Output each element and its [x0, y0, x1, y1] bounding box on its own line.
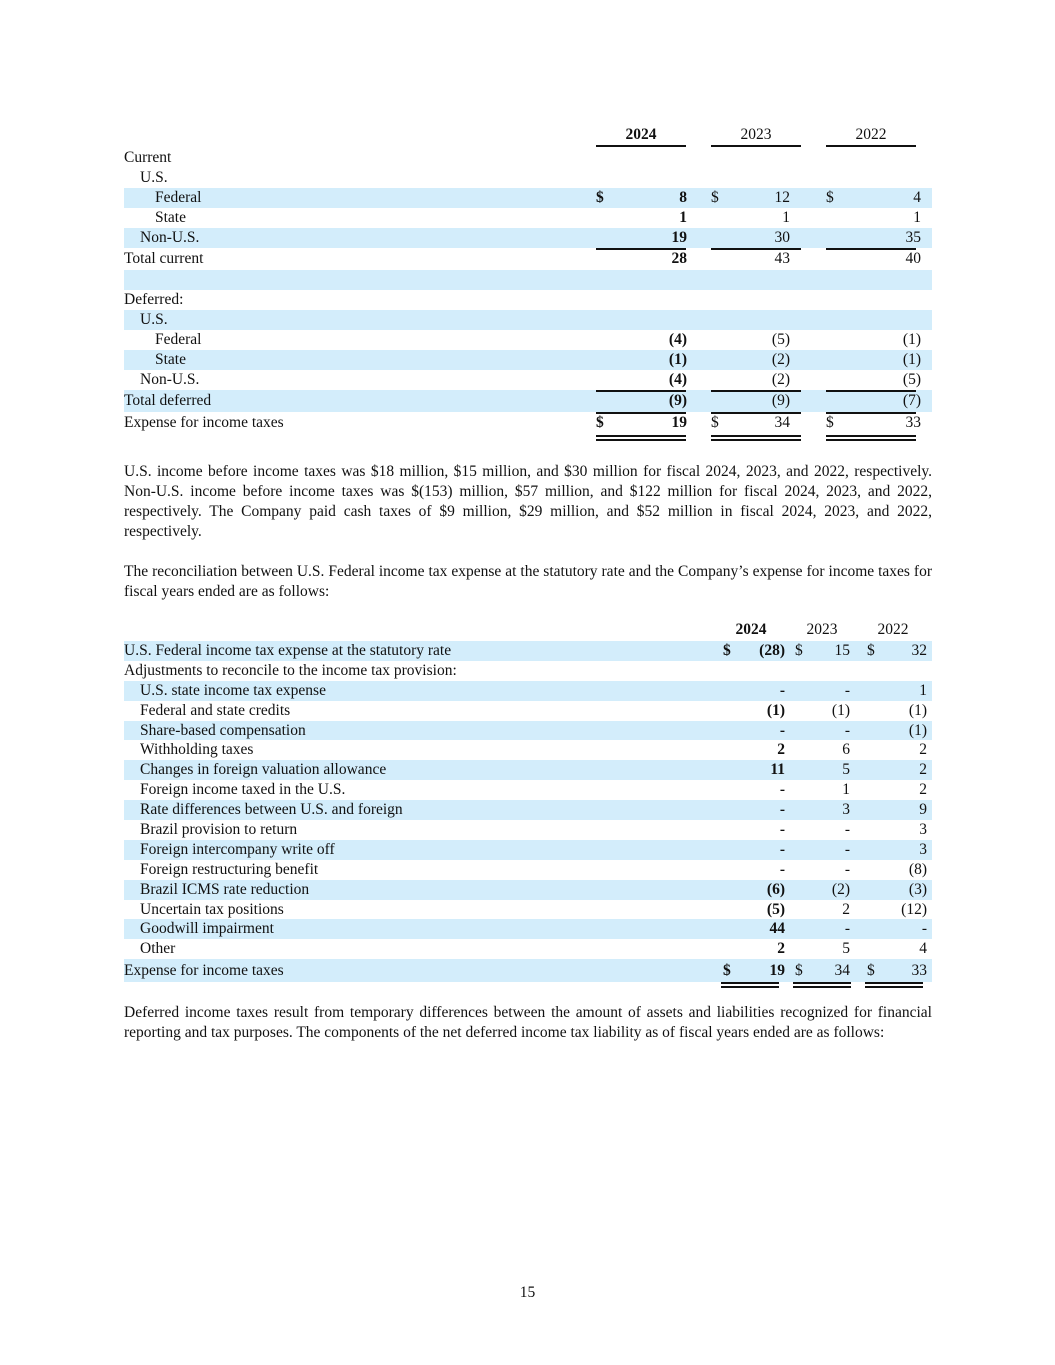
- row-label: Changes in foreign valuation allowance: [140, 761, 387, 779]
- table-row: [124, 681, 932, 701]
- row-label: Brazil ICMS rate reduction: [140, 880, 310, 898]
- deferred-taxes-paragraph: Deferred income taxes result from temporary differences between the amount of assets and liabilities recognized for financial reporting and tax purposes. The components of the net deferred income tax liability as of fiscal years ended are as follows:: [124, 1004, 932, 1041]
- row-label: Expense for income taxes: [124, 962, 284, 980]
- cell-value: -: [921, 920, 927, 938]
- cell-value: 12: [774, 189, 790, 206]
- double-underline: [711, 435, 801, 437]
- currency-symbol: $: [723, 642, 731, 659]
- cell-value: -: [779, 681, 785, 699]
- cell-value: 2: [919, 761, 927, 779]
- double-underline: [865, 982, 923, 984]
- row-label: Non-U.S.: [140, 371, 200, 388]
- row-label: State: [155, 209, 186, 226]
- cell-value: 34: [774, 414, 790, 431]
- currency-symbol: $: [795, 962, 803, 980]
- rule-line: [596, 248, 686, 250]
- currency-symbol: $: [795, 642, 803, 659]
- cell-value: 1: [919, 681, 927, 699]
- cell-value: 2: [842, 900, 850, 918]
- cell-value: (1): [908, 701, 927, 719]
- cell-value: 33: [905, 414, 921, 431]
- cell-value: (2): [831, 880, 850, 898]
- rule-line: [826, 412, 916, 414]
- current-deferred-tax-table: [124, 124, 932, 434]
- column-header-2024: 2024: [625, 126, 657, 143]
- cell-value: 2: [777, 741, 785, 759]
- cell-value: (8): [908, 860, 927, 878]
- row-label: U.S.: [140, 169, 168, 186]
- double-underline: [596, 439, 686, 441]
- cell-value: (1): [902, 351, 921, 368]
- table-row: [124, 270, 932, 290]
- table-row: [124, 760, 932, 780]
- cell-value: 2: [777, 940, 785, 958]
- cell-value: (4): [668, 331, 687, 348]
- row-label: Goodwill impairment: [140, 920, 274, 938]
- cell-value: (1): [766, 701, 785, 719]
- cell-value: 8: [679, 189, 687, 206]
- table-row: [124, 661, 932, 681]
- cell-value: 1: [842, 781, 850, 799]
- cell-value: 2: [919, 741, 927, 759]
- table-row: [124, 228, 932, 248]
- cell-value: -: [844, 920, 850, 938]
- cell-value: (1): [831, 701, 850, 719]
- reconciliation-intro-paragraph: The reconciliation between U.S. Federal income tax expense at the statutory rate and the Company’s expense for income taxes for fiscal years ended are as follows:: [124, 563, 932, 600]
- cell-value: (5): [771, 331, 790, 348]
- table-body: [124, 641, 932, 982]
- row-label: Uncertain tax positions: [140, 900, 284, 918]
- cell-value: 4: [919, 940, 927, 958]
- table-row: [124, 412, 932, 434]
- currency-symbol: $: [867, 962, 875, 980]
- cell-value: (12): [901, 900, 927, 918]
- cell-value: -: [844, 721, 850, 739]
- cell-value: -: [779, 821, 785, 839]
- cell-value: (5): [902, 371, 921, 388]
- row-label: Foreign income taxed in the U.S.: [140, 781, 346, 799]
- row-label: Adjustments to reconcile to the income tax provision:: [124, 661, 457, 679]
- table-row: [124, 370, 932, 390]
- currency-symbol: $: [867, 642, 875, 659]
- double-underline: [826, 439, 916, 441]
- rule-line: [596, 390, 686, 392]
- table-row: [124, 248, 932, 270]
- cell-value: 28: [671, 250, 687, 267]
- double-underline: [596, 435, 686, 437]
- table-row: [124, 350, 932, 370]
- row-label: U.S. state income tax expense: [140, 681, 326, 699]
- cell-value: (9): [771, 392, 790, 409]
- cell-value: 1: [913, 209, 921, 226]
- row-label: Current: [124, 149, 172, 166]
- row-label: Federal: [155, 331, 202, 348]
- row-label: Expense for income taxes: [124, 414, 284, 431]
- double-underline: [711, 439, 801, 441]
- row-label: Total deferred: [124, 392, 212, 409]
- table-row: [124, 860, 932, 880]
- table-row: [124, 168, 932, 188]
- double-underline: [721, 986, 779, 988]
- row-label: Share-based compensation: [140, 721, 306, 739]
- rule-line: [826, 390, 916, 392]
- column-header-underline: [826, 145, 916, 147]
- table-body: [124, 148, 932, 434]
- cell-value: -: [779, 721, 785, 739]
- table-row: [124, 840, 932, 860]
- table-row: [124, 959, 932, 982]
- cell-value: 40: [905, 250, 921, 267]
- cell-value: -: [844, 860, 850, 878]
- rule-line: [711, 412, 801, 414]
- cell-value: -: [844, 840, 850, 858]
- rule-line: [711, 390, 801, 392]
- column-header-2022: 2022: [877, 621, 909, 638]
- table-row: [124, 721, 932, 741]
- table-row: [124, 939, 932, 959]
- cell-value: (6): [766, 880, 785, 898]
- table-row: [124, 188, 932, 208]
- cell-value: 15: [834, 642, 850, 659]
- cell-value: 1: [679, 209, 687, 226]
- table-row: [124, 310, 932, 330]
- cell-value: -: [844, 681, 850, 699]
- row-label: U.S.: [140, 311, 168, 328]
- table-row: [124, 880, 932, 900]
- double-underline: [721, 982, 779, 984]
- currency-symbol: $: [596, 189, 604, 206]
- row-label: Foreign restructuring benefit: [140, 860, 319, 878]
- row-label: Federal: [155, 189, 202, 206]
- cell-value: 30: [774, 229, 790, 246]
- table-row: [124, 330, 932, 350]
- table-row: [124, 641, 932, 661]
- cell-value: -: [779, 781, 785, 799]
- column-header-2023: 2023: [806, 621, 838, 638]
- cell-value: 19: [671, 229, 687, 246]
- cell-value: 2: [919, 781, 927, 799]
- cell-value: 11: [770, 761, 785, 779]
- cell-value: 4: [913, 189, 921, 206]
- currency-symbol: $: [826, 414, 834, 431]
- cell-value: 3: [919, 840, 927, 858]
- table-row: [124, 701, 932, 721]
- currency-symbol: $: [826, 189, 834, 206]
- row-label: Non-U.S.: [140, 229, 200, 246]
- cell-value: (3): [908, 880, 927, 898]
- row-label: Brazil provision to return: [140, 821, 298, 839]
- cell-value: 3: [842, 801, 850, 819]
- table-row: [124, 820, 932, 840]
- cell-value: (1): [908, 721, 927, 739]
- table-header: [124, 620, 932, 641]
- cell-value: 5: [842, 940, 850, 958]
- cell-value: 34: [834, 962, 850, 980]
- rule-line: [711, 248, 801, 250]
- row-label: Other: [140, 940, 176, 958]
- tax-reconciliation-table: [124, 620, 932, 982]
- cell-value: (7): [902, 392, 921, 409]
- cell-value: 9: [919, 801, 927, 819]
- double-underline: [793, 982, 851, 984]
- cell-value: 44: [769, 920, 785, 938]
- cell-value: 6: [842, 741, 850, 759]
- column-header-2023: 2023: [740, 126, 772, 143]
- table-row: [124, 390, 932, 412]
- row-label: Deferred:: [124, 291, 184, 308]
- table-header: [124, 124, 932, 148]
- rule-line: [826, 248, 916, 250]
- table-row: [124, 900, 932, 920]
- cell-value: -: [779, 840, 785, 858]
- column-header-2022: 2022: [855, 126, 887, 143]
- table-row: [124, 780, 932, 800]
- row-label: Total current: [124, 250, 204, 267]
- cell-value: (2): [771, 371, 790, 388]
- row-label: State: [155, 351, 186, 368]
- row-label: Withholding taxes: [140, 741, 254, 759]
- table-row: [124, 148, 932, 168]
- cell-value: 32: [911, 642, 927, 659]
- currency-symbol: $: [723, 962, 731, 980]
- cell-value: (5): [766, 900, 785, 918]
- cell-value: 3: [919, 821, 927, 839]
- currency-symbol: $: [711, 189, 719, 206]
- row-label: Rate differences between U.S. and foreign: [140, 801, 403, 819]
- row-label: U.S. Federal income tax expense at the statutory rate: [124, 642, 452, 659]
- table-row: [124, 290, 932, 310]
- row-label: Federal and state credits: [140, 701, 291, 719]
- cell-value: 43: [774, 250, 790, 267]
- cell-value: 5: [842, 761, 850, 779]
- cell-value: -: [779, 801, 785, 819]
- currency-symbol: $: [596, 414, 604, 431]
- cell-value: -: [844, 821, 850, 839]
- cell-value: 19: [769, 962, 785, 980]
- column-header-underline: [596, 145, 686, 147]
- cell-value: 1: [782, 209, 790, 226]
- table-row: [124, 800, 932, 820]
- row-label: Foreign intercompany write off: [140, 840, 335, 858]
- cell-value: (28): [759, 642, 785, 659]
- column-header-2024: 2024: [735, 621, 767, 638]
- cell-value: -: [779, 860, 785, 878]
- cell-value: (2): [771, 351, 790, 368]
- double-underline: [826, 435, 916, 437]
- page-number: 15: [519, 1284, 536, 1301]
- cell-value: 33: [911, 962, 927, 980]
- currency-symbol: $: [711, 414, 719, 431]
- table-row: [124, 208, 932, 228]
- cell-value: (9): [668, 392, 687, 409]
- column-header-underline: [711, 145, 801, 147]
- cell-value: (1): [902, 331, 921, 348]
- table-row: [124, 919, 932, 939]
- table-row: [124, 740, 932, 760]
- cell-value: (1): [668, 351, 687, 368]
- double-underline: [793, 986, 851, 988]
- cell-value: 19: [671, 414, 687, 431]
- double-underline: [865, 986, 923, 988]
- rule-line: [596, 412, 686, 414]
- income-before-taxes-paragraph: U.S. income before income taxes was $18 million, $15 million, and $30 million for fiscal 2024, 2023, and 2022, respectively. Non-U.S. income before income taxes was $(153) million, $57 million, and $122 million for fiscal 2024, 2023, and 2022, respectively. The Company paid cash taxes of $9 million, $29 million, and $52 million in fiscal 2024, 2023, and 2022, respectively.: [124, 463, 932, 540]
- cell-value: (4): [668, 371, 687, 388]
- cell-value: 35: [905, 229, 921, 246]
